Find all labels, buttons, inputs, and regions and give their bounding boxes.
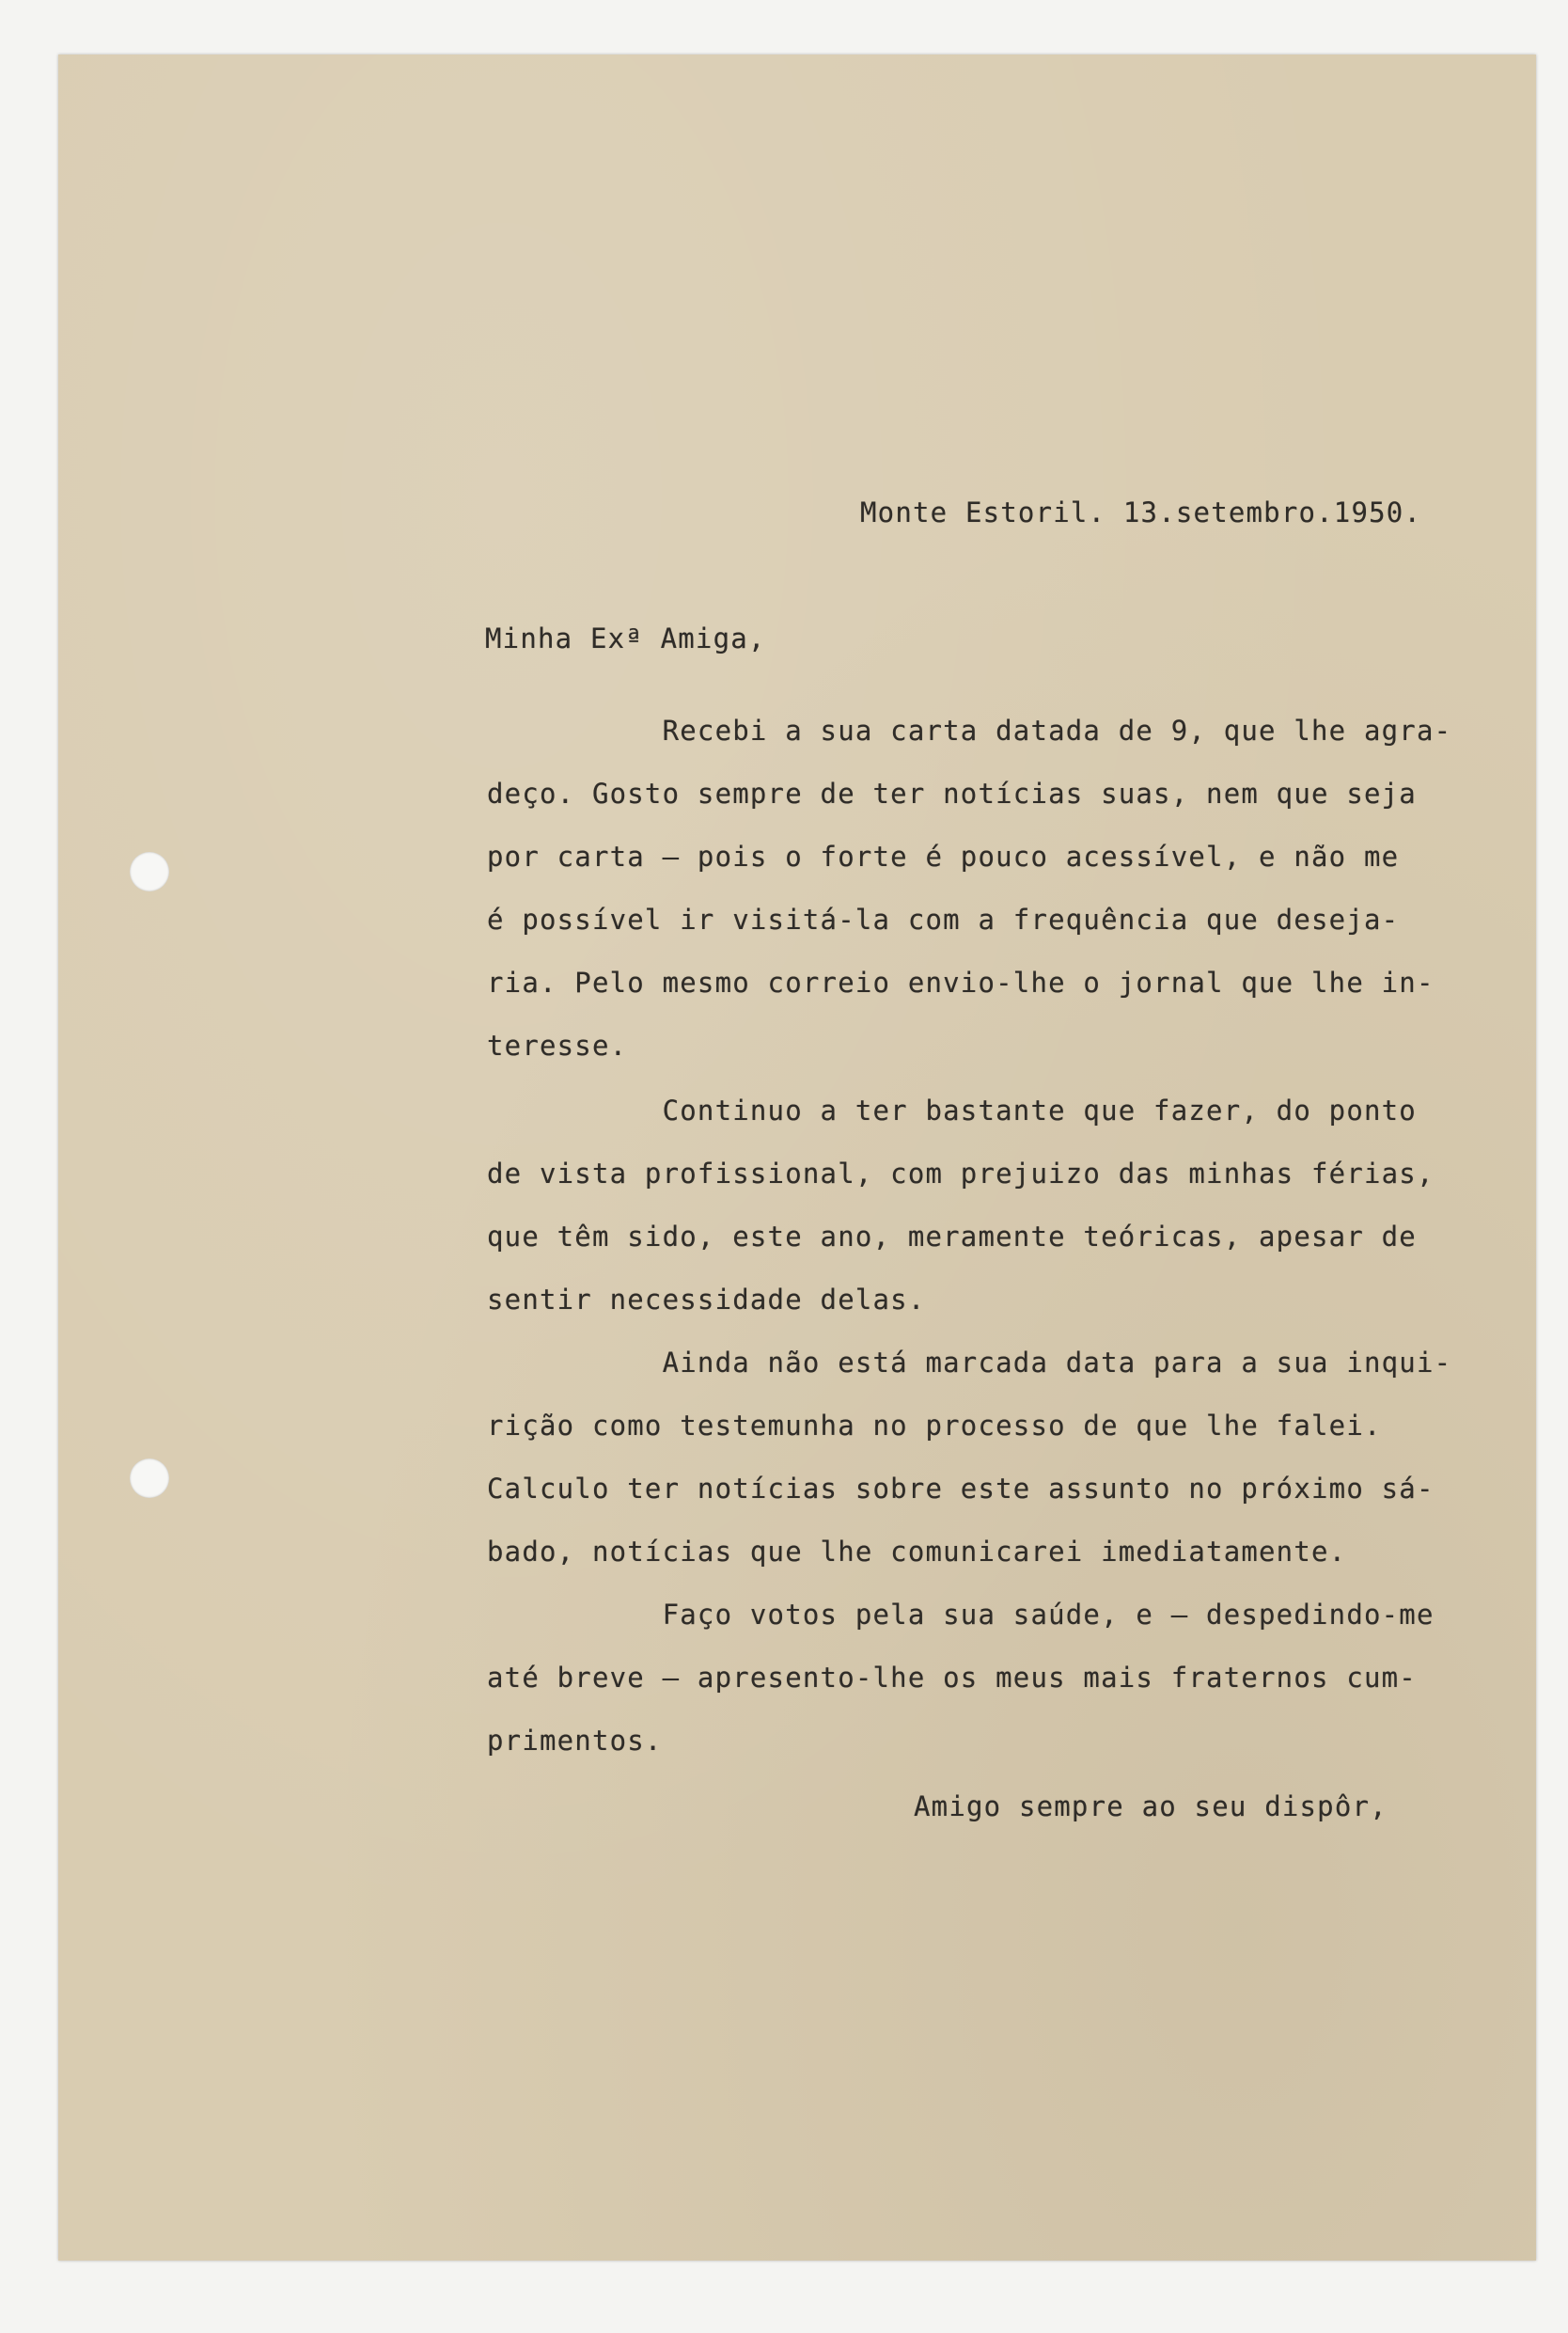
body-line: Continuo a ter bastante que fazer, do ponto (487, 1095, 1417, 1127)
punch-hole-top (130, 852, 169, 891)
body-line: ria. Pelo mesmo correio envio-lhe o jornal que lhe in- (487, 967, 1435, 999)
body-line: até breve — apresento-lhe os meus mais fraternos cum- (487, 1662, 1417, 1694)
letter-salutation: Minha Exª Amiga, (485, 623, 766, 654)
body-line: rição como testemunha no processo de que lhe falei. (487, 1410, 1382, 1442)
body-line: por carta — pois o forte é pouco acessível, e não me (487, 841, 1400, 873)
body-line: que têm sido, este ano, meramente teóricas, apesar de (487, 1221, 1417, 1253)
letter-date: Monte Estoril. 13.setembro.1950. (860, 497, 1422, 528)
letter-closing: Amigo sempre ao seu dispôr, (914, 1790, 1388, 1822)
body-line: primentos. (487, 1725, 663, 1757)
punch-hole-bottom (130, 1458, 169, 1498)
body-line: Recebi a sua carta datada de 9, que lhe agra- (487, 715, 1452, 747)
body-line: teresse. (487, 1030, 628, 1062)
body-line: Calculo ter notícias sobre este assunto no próximo sá- (487, 1473, 1435, 1505)
body-line: Faço votos pela sua saúde, e — despedindo-me (487, 1599, 1435, 1631)
body-line: deço. Gosto sempre de ter notícias suas, nem que seja (487, 778, 1417, 810)
body-line: Ainda não está marcada data para a sua inqui- (487, 1347, 1452, 1379)
body-line: sentir necessidade delas. (487, 1284, 926, 1316)
body-line: de vista profissional, com prejuizo das minhas férias, (487, 1158, 1435, 1190)
body-line: é possível ir visitá-la com a frequência que deseja- (487, 904, 1400, 936)
body-line: bado, notícias que lhe comunicarei imediatamente. (487, 1536, 1347, 1568)
